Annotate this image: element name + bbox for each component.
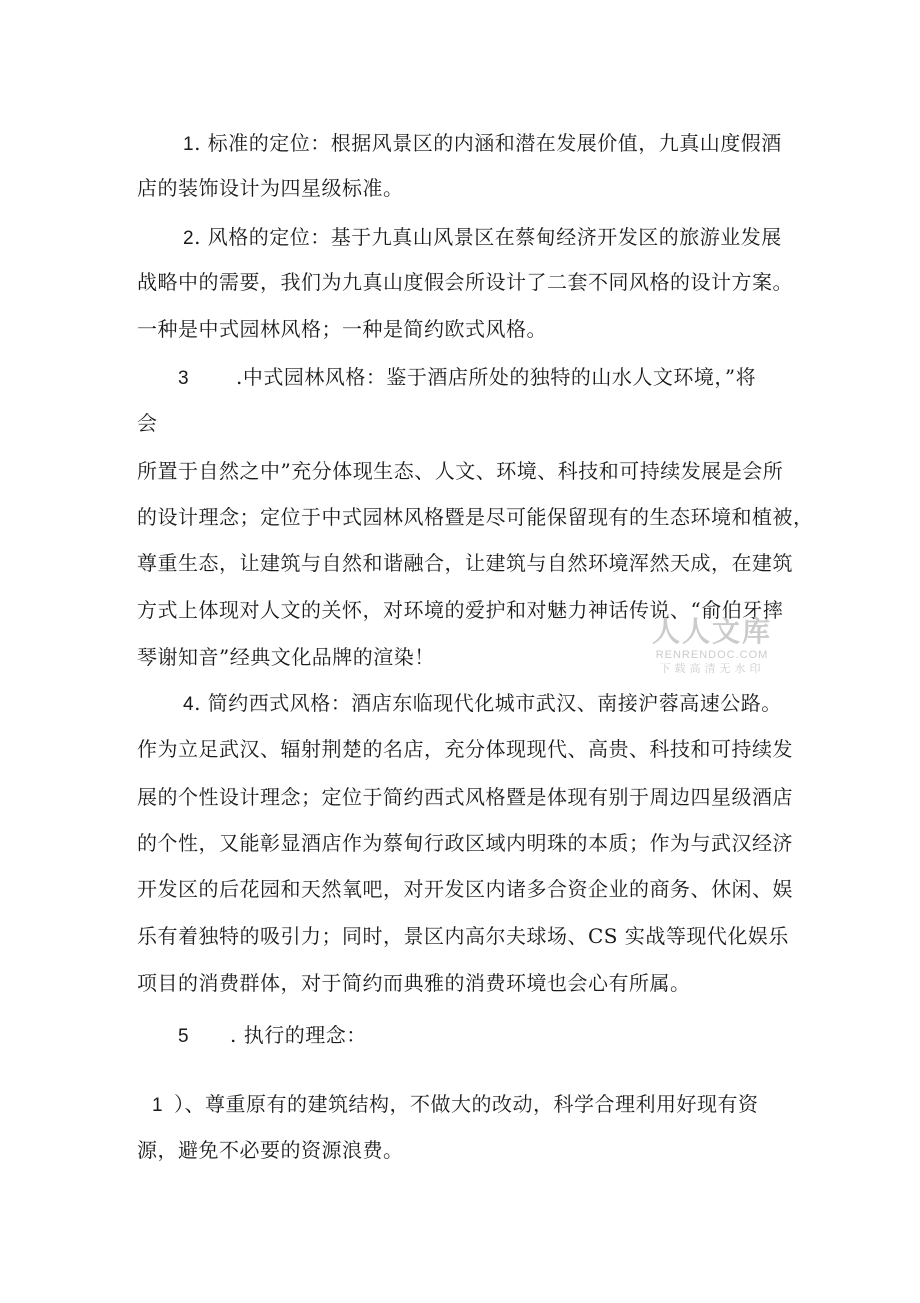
line-text: 源，避免不必要的资源浪费。 xyxy=(137,1138,404,1162)
item-number: 3 xyxy=(178,368,190,389)
line-text: 的设计理念；定位于中式园林风格暨是尽可能保留现有的生态环境和植被， xyxy=(137,505,814,529)
paragraph-line xyxy=(137,831,793,855)
watermark-subtitle: 下载高清无水印 xyxy=(659,662,765,675)
line-text: 一种是中式园林风格；一种是简约欧式风格。 xyxy=(137,317,547,341)
line-text: 作为立足武汉、辐射荆楚的名店，充分体现现代、高贵、科技和可持续发 xyxy=(137,737,793,761)
paragraph-line xyxy=(137,737,793,761)
item-number: 1 xyxy=(152,1095,164,1116)
paragraph-line xyxy=(137,270,793,294)
paragraph-line xyxy=(137,551,793,575)
paragraph-line xyxy=(137,176,404,200)
line-text: . 简约西式风格：酒店东临现代化城市武汉、南接沪蓉高速公路。 xyxy=(194,691,782,715)
line-text: . 标准的定位：根据风景区的内涵和潜在发展价值，九真山度假酒 xyxy=(194,131,782,155)
line-text: 乐有着独特的吸引力；同时，景区内高尔夫球场、CS 实战等现代化娱乐 xyxy=(137,924,789,948)
line-text: 琴谢知音”经典文化品牌的渲染！ xyxy=(137,645,435,669)
paragraph-line xyxy=(183,131,782,157)
watermark xyxy=(648,616,776,682)
paragraph-line xyxy=(178,365,756,391)
line-text: 项目的消费群体，对于简约而典雅的消费环境也会心有所属。 xyxy=(137,971,691,995)
line-text: 的个性，又能彰显酒店作为蔡甸行政区域内明珠的本质；作为与武汉经济 xyxy=(137,831,793,855)
line-text: .中式园林风格：鉴于酒店所处的独特的山水人文环境，”将 xyxy=(236,365,757,389)
paragraph-line xyxy=(137,411,158,435)
paragraph-line xyxy=(152,1092,759,1118)
line-text: 开发区的后花园和天然氧吧，对开发区内诸多合资企业的商务、休闲、娱 xyxy=(137,877,793,901)
paragraph-line xyxy=(137,317,547,341)
watermark-title: 人人文库 xyxy=(651,615,772,648)
line-text: 展的个性设计理念；定位于简约西式风格暨是体现有别于周边四星级酒店 xyxy=(137,785,793,809)
paragraph-line xyxy=(137,459,783,483)
paragraph-line xyxy=(178,1023,367,1049)
paragraph-line xyxy=(137,1138,404,1162)
item-number: 1 xyxy=(183,134,195,155)
line-text: 战略中的需要，我们为九真山度假会所设计了二套不同风格的设计方案。 xyxy=(137,270,793,294)
paragraph-line xyxy=(137,924,789,948)
line-text: ）、尊重原有的建筑结构，不做大的改动，科学合理利用好现有资 xyxy=(174,1092,759,1116)
item-number: 5 xyxy=(178,1026,190,1047)
paragraph-line xyxy=(137,785,793,809)
line-text: 会 xyxy=(137,411,158,435)
item-number: 2 xyxy=(183,228,195,249)
line-text: 方式上体现对人文的关怀，对环境的爱护和对魅力神话传说、“俞伯牙摔 xyxy=(137,598,784,622)
line-text: . 风格的定位：基于九真山风景区在蔡甸经济开发区的旅游业发展 xyxy=(194,225,782,249)
line-text: . 执行的理念： xyxy=(230,1023,367,1047)
paragraph-line xyxy=(183,225,782,251)
line-text: 所置于自然之中”充分体现生态、人文、环境、科技和可持续发展是会所 xyxy=(137,459,784,483)
item-number: 4 xyxy=(183,694,195,715)
paragraph-line xyxy=(137,877,793,901)
line-text: 尊重生态，让建筑与自然和谐融合，让建筑与自然环境浑然天成，在建筑 xyxy=(137,551,793,575)
paragraph-line xyxy=(137,971,691,995)
watermark-url: RENRENDOC.COM xyxy=(655,649,769,661)
paragraph-line xyxy=(137,505,814,529)
paragraph-line xyxy=(183,691,782,717)
line-text: 店的装饰设计为四星级标准。 xyxy=(137,176,404,200)
paragraph-line xyxy=(137,645,435,669)
